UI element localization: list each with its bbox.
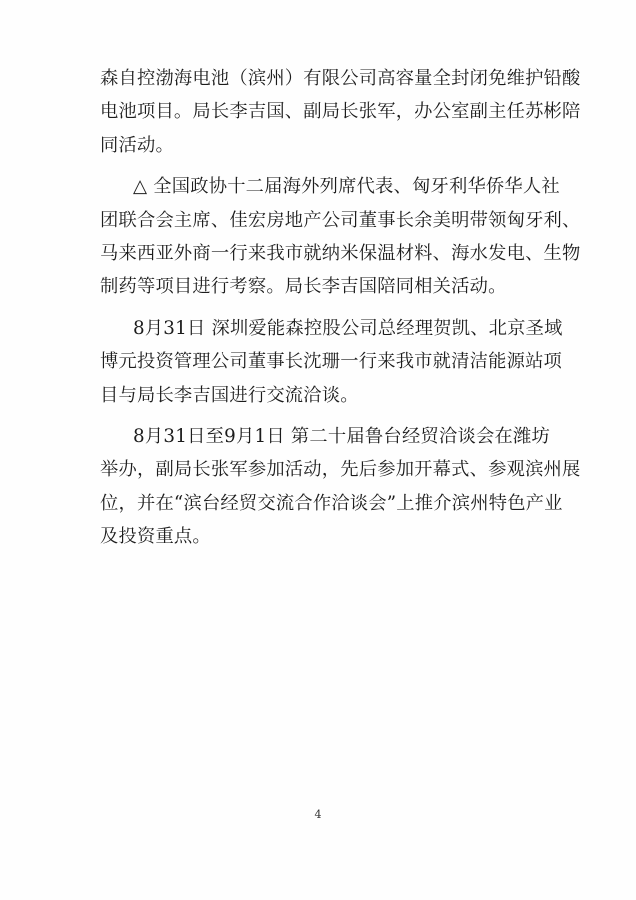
text-line: 团联合会主席、佳宏房地产公司董事长余美明带领匈牙利、 (100, 209, 581, 231)
paragraph-2 (100, 170, 581, 304)
text-line: 8月31日 深圳爱能森控股公司总经理贺凯、北京圣域 (133, 317, 563, 339)
text-line: 及投资重点。 (100, 526, 211, 548)
text-line: 举办，副局长张军参加活动，先后参加开幕式、参观滨州展 (100, 459, 581, 481)
text-line: 同活动。 (100, 134, 174, 156)
text-line: 马来西亚外商一行来我市就纳米保温材料、海水发电、生物 (100, 242, 581, 264)
paragraph-3 (100, 312, 563, 412)
paragraph-4 (100, 420, 581, 554)
text-line: 森自控渤海电池（滨州）有限公司高容量全封闭免维护铅酸 (100, 68, 581, 89)
text-line: 博元投资管理公司董事长沈珊一行来我市就清洁能源站项 (100, 351, 563, 373)
paragraph-1 (100, 62, 581, 162)
text-line: △ 全国政协十二届海外列席代表、匈牙利华侨华人社 (133, 176, 560, 198)
text-line: 位，并在“滨台经贸交流合作洽谈会”上推介滨州特色产业 (100, 492, 563, 514)
body-text (100, 62, 581, 553)
text-line: 目与局长李吉国进行交流洽谈。 (100, 384, 359, 406)
text-line: 制药等项目进行考察。局长李吉国陪同相关活动。 (100, 276, 507, 298)
text-line: 电池项目。局长李吉国、副局长张军，办公室副主任苏彬陪 (100, 101, 581, 123)
text-line: 8月31日至9月1日 第二十届鲁台经贸洽谈会在潍坊 (133, 425, 550, 447)
page-number: 4 (314, 808, 322, 821)
